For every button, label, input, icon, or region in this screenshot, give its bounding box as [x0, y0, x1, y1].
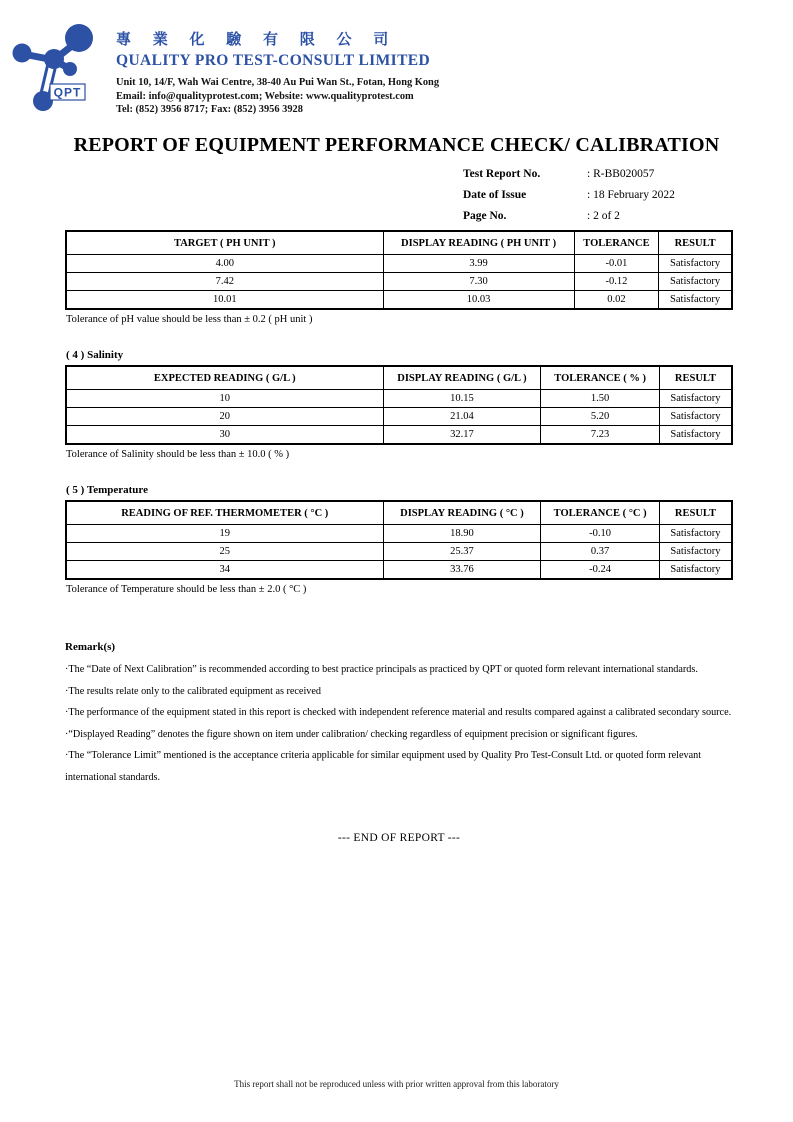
section-label-salinity: ( 4 ) Salinity — [66, 349, 124, 361]
remark-item: ·The results relate only to the calibrated equipment as received — [65, 685, 321, 697]
date-of-issue-label: Date of Issue — [463, 189, 527, 201]
company-address: Unit 10, 14/F, Wah Wai Centre, 38-40 Au Pui Wan St., Fotan, Hong Kong — [116, 77, 440, 88]
remarks-block — [65, 641, 739, 788]
test-report-no-value: : R-BB020057 — [587, 168, 655, 180]
table-cell: 7.42 — [66, 273, 383, 291]
salinity-tolerance-note: Tolerance of Salinity should be less than ± 10.0 ( % ) — [66, 449, 290, 460]
table-row — [66, 291, 732, 310]
report-body — [65, 230, 733, 844]
table-cell: 10.15 — [383, 390, 541, 408]
table-cell: 34 — [66, 561, 383, 580]
table-cell: -0.01 — [574, 255, 659, 273]
report-info-row — [463, 164, 793, 185]
company-name-chinese: 專 業 化 驗 有 限 公 司 — [116, 32, 398, 48]
table-header-row — [66, 231, 732, 255]
table-row — [66, 273, 732, 291]
column-header: DISPLAY READING ( G/L ) — [383, 366, 541, 390]
table-cell: Satisfactory — [659, 273, 732, 291]
report-title: REPORT OF EQUIPMENT PERFORMANCE CHECK/ CALIBRATION — [73, 134, 720, 156]
column-header: RESULT — [659, 366, 732, 390]
table-cell: 10.01 — [66, 291, 383, 310]
page-no-label: Page No. — [463, 210, 507, 222]
end-of-report-marker: --- END OF REPORT --- — [337, 832, 461, 844]
temperature-table — [65, 500, 733, 580]
ph-table — [65, 230, 733, 310]
test-report-no-label: Test Report No. — [463, 168, 541, 180]
letterhead-text — [116, 22, 439, 118]
company-tel-fax: Tel: (852) 3956 8717; Fax: (852) 3956 3928 — [116, 104, 303, 115]
remarks-heading: Remark(s) — [65, 641, 116, 653]
table-cell: Satisfactory — [659, 255, 732, 273]
table-header-row — [66, 366, 732, 390]
report-info-block — [463, 164, 793, 227]
table-row — [66, 525, 732, 543]
table-cell: 33.76 — [383, 561, 541, 580]
table-cell: 19 — [66, 525, 383, 543]
table-cell: 0.02 — [574, 291, 659, 310]
table-cell: 30 — [66, 426, 383, 445]
remark-item: ·The performance of the equipment stated in this report is checked with independent reference material and results compared against a calibrated secondary source. — [65, 707, 732, 718]
table-cell: 21.04 — [383, 408, 541, 426]
column-header: TOLERANCE — [574, 231, 659, 255]
table-cell: 25.37 — [383, 543, 541, 561]
salinity-table — [65, 365, 733, 445]
table-cell: 20 — [66, 408, 383, 426]
column-header: RESULT — [659, 231, 732, 255]
section-label-temperature: ( 5 ) Temperature — [66, 484, 148, 496]
table-cell: 25 — [66, 543, 383, 561]
column-header: TARGET ( PH UNIT ) — [66, 231, 383, 255]
remark-item: ·The “Date of Next Calibration” is recommended according to best practice principals as practiced by QPT or quoted form relevant international standards. — [65, 664, 698, 675]
page-no-value: : 2 of 2 — [587, 210, 620, 222]
table-cell: -0.12 — [574, 273, 659, 291]
report-info-row — [463, 185, 793, 206]
table-cell: 10 — [66, 390, 383, 408]
date-of-issue-value: : 18 February 2022 — [587, 189, 675, 201]
table-cell: Satisfactory — [659, 426, 732, 445]
column-header: READING OF REF. THERMOMETER ( °C ) — [66, 501, 383, 525]
table-cell: 18.90 — [383, 525, 541, 543]
table-cell: 0.37 — [541, 543, 660, 561]
table-cell: Satisfactory — [659, 390, 732, 408]
table-cell: -0.10 — [541, 525, 660, 543]
column-header: TOLERANCE ( °C ) — [541, 501, 660, 525]
table-cell: 7.30 — [383, 273, 574, 291]
column-header: RESULT — [659, 501, 732, 525]
table-row — [66, 255, 732, 273]
qpt-molecule-logo-icon — [10, 22, 110, 118]
column-header: DISPLAY READING ( °C ) — [383, 501, 541, 525]
footer-reproduction-note: This report shall not be reproduced unless with prior written approval from this laboratory — [234, 1079, 559, 1089]
temperature-tolerance-note: Tolerance of Temperature should be less than ± 2.0 ( °C ) — [66, 584, 307, 595]
remark-item: ·The “Tolerance Limit” mentioned is the acceptance criteria applicable for similar equipment used by Quality Pro Test-Consult Ltd. or quoted form relevant international standards. — [65, 750, 702, 783]
column-header: EXPECTED READING ( G/L ) — [66, 366, 383, 390]
table-cell: 1.50 — [541, 390, 660, 408]
logo-qpt-text: QPT — [53, 85, 82, 100]
table-cell: Satisfactory — [659, 543, 732, 561]
table-row — [66, 426, 732, 445]
table-row — [66, 408, 732, 426]
column-header: TOLERANCE ( % ) — [541, 366, 660, 390]
column-header: DISPLAY READING ( PH UNIT ) — [383, 231, 574, 255]
ph-tolerance-note: Tolerance of pH value should be less than ± 0.2 ( pH unit ) — [66, 314, 313, 325]
table-row — [66, 390, 732, 408]
table-cell: Satisfactory — [659, 291, 732, 310]
company-email-website: Email: info@qualityprotest.com; Website: www.qualityprotest.com — [116, 90, 414, 102]
table-cell: Satisfactory — [659, 561, 732, 580]
table-cell: 5.20 — [541, 408, 660, 426]
table-cell: 7.23 — [541, 426, 660, 445]
report-info-row — [463, 206, 793, 227]
remark-item: ·“Displayed Reading” denotes the figure shown on item under calibration/ checking regardless of equipment precision or significant figures. — [65, 728, 638, 740]
letterhead — [10, 22, 793, 118]
table-cell: Satisfactory — [659, 408, 732, 426]
table-row — [66, 561, 732, 580]
company-name-english: QUALITY PRO TEST-CONSULT LIMITED — [116, 52, 431, 69]
table-cell: 10.03 — [383, 291, 574, 310]
table-cell: 4.00 — [66, 255, 383, 273]
table-cell: 3.99 — [383, 255, 574, 273]
table-cell: Satisfactory — [659, 525, 732, 543]
table-cell: -0.24 — [541, 561, 660, 580]
table-header-row — [66, 501, 732, 525]
table-row — [66, 543, 732, 561]
table-cell: 32.17 — [383, 426, 541, 445]
